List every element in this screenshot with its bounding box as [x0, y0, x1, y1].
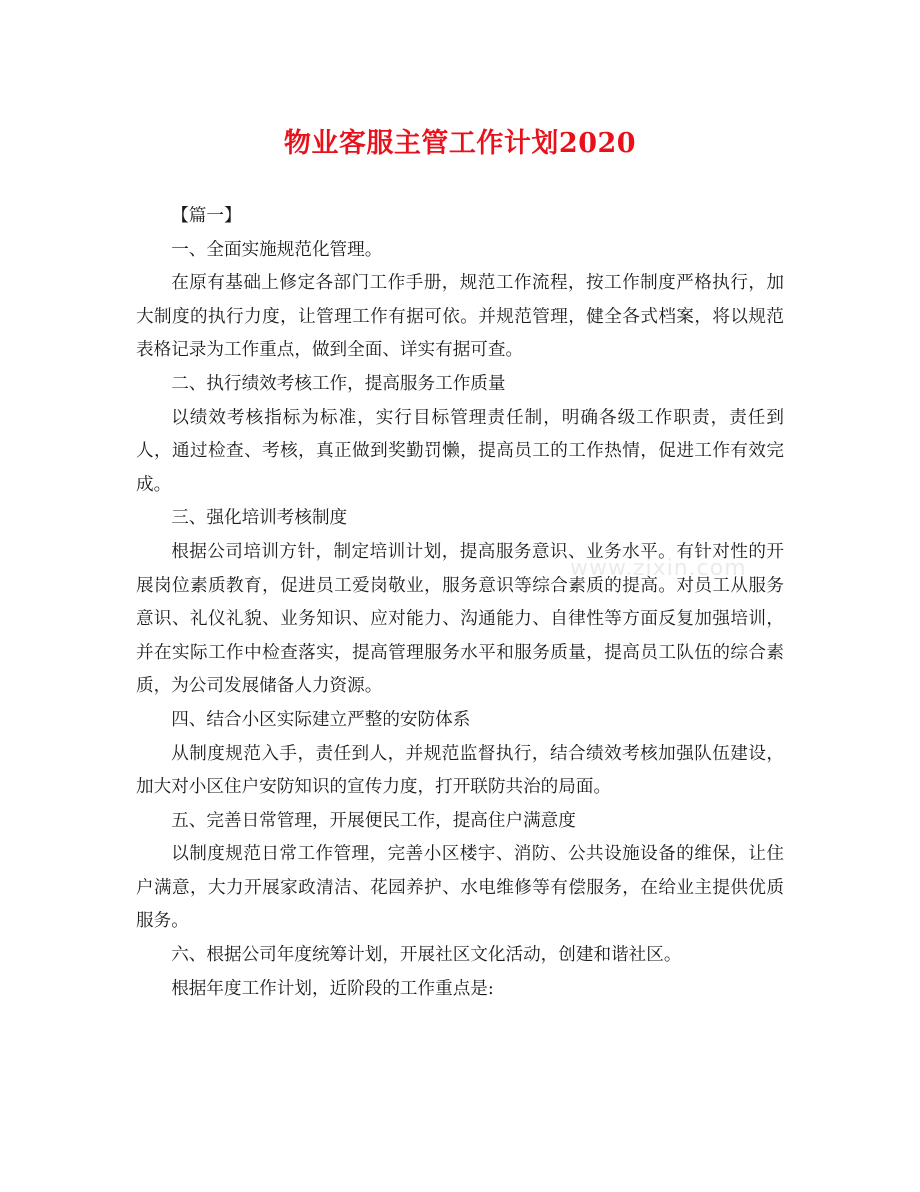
section-heading-6: 六、根据公司年度统筹计划，开展社区文化活动，创建和谐社区。 — [171, 945, 682, 966]
paragraph-6: 根据年度工作计划，近阶段的工作重点是: — [171, 978, 494, 999]
paragraph-2: 以绩效考核指标为标准，实行目标管理责任制，明确各级工作职责，责任到人，通过检查、考核，真正做到奖勤罚懒，提高员工的工作热情，促进工作有效完成。 — [136, 407, 784, 495]
section-heading-4: 四、结合小区实际建立严整的安防体系 — [171, 709, 471, 730]
section-heading-5: 五、完善日常管理，开展便民工作，提高住户满意度 — [171, 810, 576, 831]
paragraph-3: 根据公司培训方针，制定培训计划，提高服务意识、业务水平。有针对性的开展岗位素质教育，促进员工爱岗敬业，服务意识等综合素质的提高。对员工从服务意识、礼仪礼貌、业务知识、应对能力、沟通能力、自律性等方面反复加强培训，并在实际工作中检查落实，提高管理服务水平和服务质量，提高员工队伍的综合素质，为公司发展储备人力资源。 — [136, 541, 784, 697]
section-heading-1: 一、全面实施规范化管理。 — [171, 239, 383, 260]
paragraph-4: 从制度规范入手，责任到人，并规范监督执行，结合绩效考核加强队伍建设，加大对小区住户安防知识的宣传力度，打开联防共治的局面。 — [136, 743, 784, 798]
section-heading-2: 二、执行绩效考核工作，提高服务工作质量 — [171, 373, 506, 394]
document-title: 物业客服主管工作计划2020 — [283, 128, 637, 159]
paragraph-5: 以制度规范日常工作管理，完善小区楼宇、消防、公共设施设备的维保，让住户满意，大力开展家政清洁、花园养护、水电维修等有偿服务，在给业主提供优质服务。 — [136, 844, 784, 932]
section-heading-pian-yi: 【篇一】 — [171, 206, 242, 226]
section-heading-3: 三、强化培训考核制度 — [171, 508, 348, 529]
watermark-text: www.zixin.com — [570, 556, 747, 581]
document-body — [136, 200, 784, 1006]
paragraph-1: 在原有基础上修定各部门工作手册，规范工作流程，按工作制度严格执行，加大制度的执行力度，让管理工作有据可依。并规范管理，健全各式档案，将以规范表格记录为工作重点，做到全面、详实有据可查。 — [136, 273, 784, 361]
